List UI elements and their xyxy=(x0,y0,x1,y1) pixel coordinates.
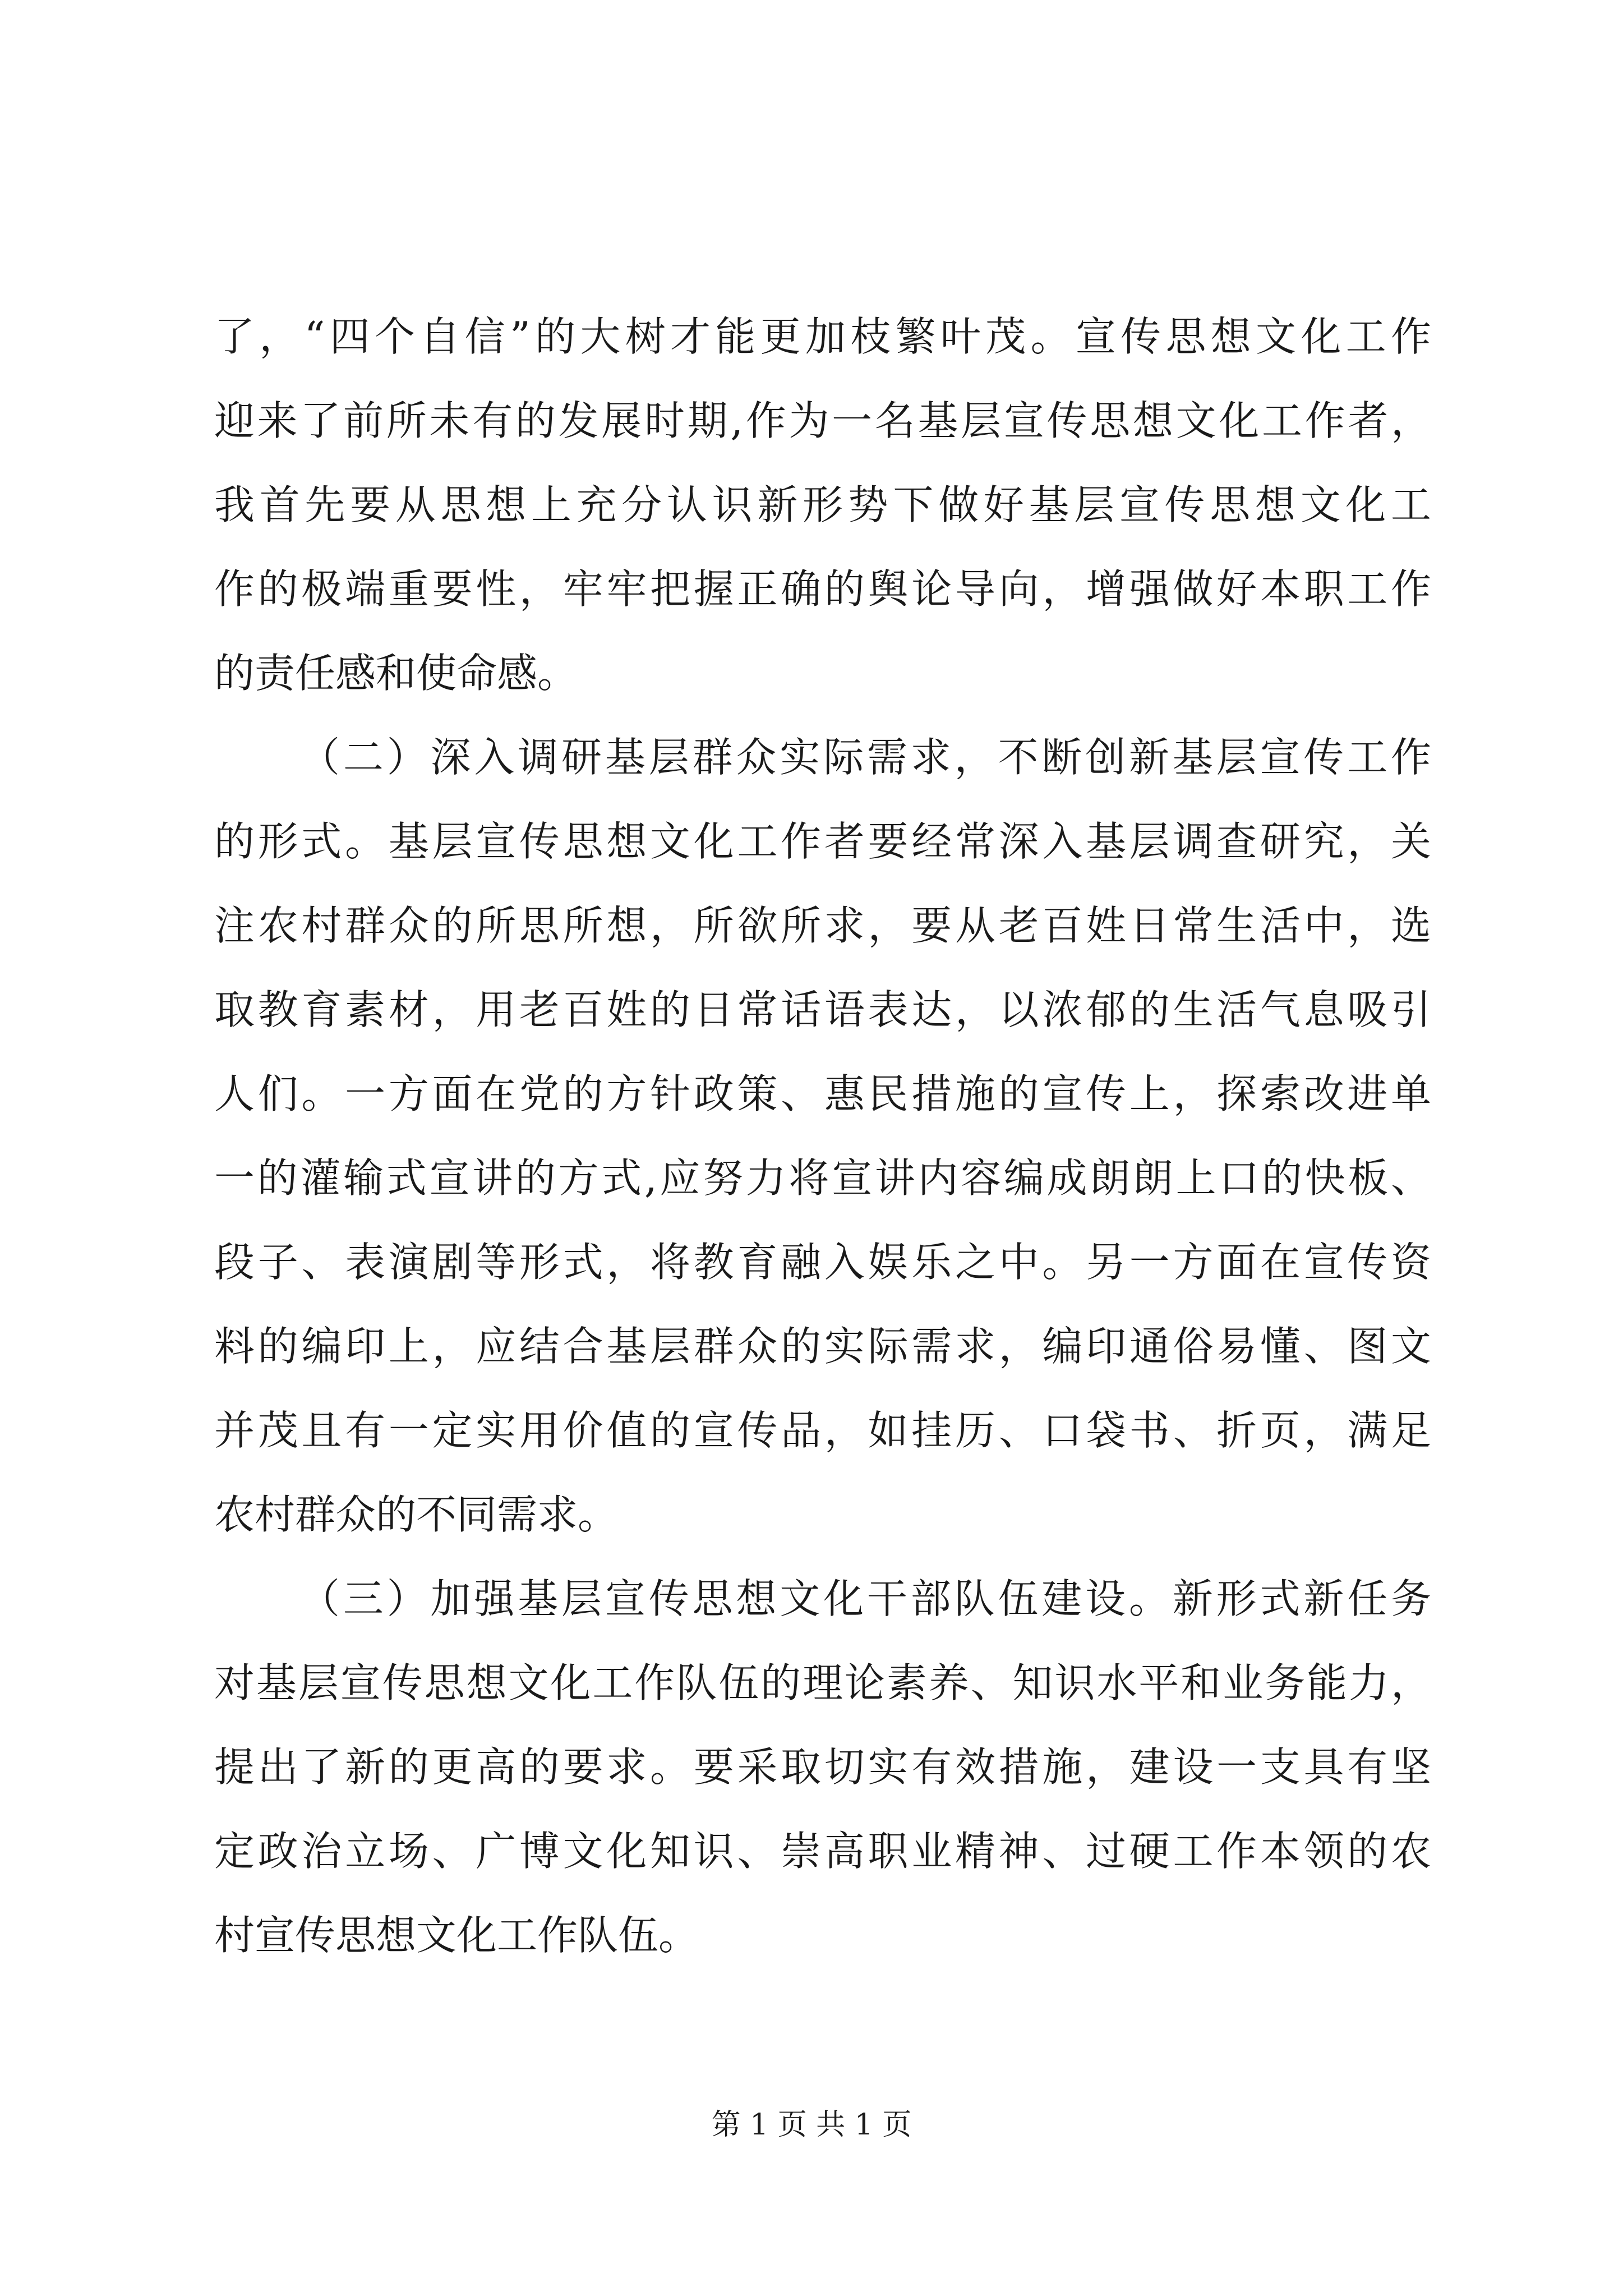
paragraph-1-line-4: 作的极端重要性，牢牢把握正确的舆论导向，增强做好本职工作 xyxy=(214,565,1431,613)
paragraph-2-line-7: 段子、表演剧等形式，将教育融入娱乐之中。另一方面在宣传资 xyxy=(214,1239,1431,1286)
paragraph-2-line-3: 注农村群众的所思所想，所欲所求，要从老百姓日常生活中，选 xyxy=(214,902,1431,949)
paragraph-3-line-3: 提出了新的更高的要求。要采取切实有效措施，建设一支具有坚 xyxy=(214,1743,1431,1791)
paragraph-1-line-3: 我首先要从思想上充分认识新形势下做好基层宣传思想文化工 xyxy=(214,481,1431,528)
paragraph-1-line-2: 迎来了前所未有的发展时期,作为一名基层宣传思想文化工作者， xyxy=(214,397,1431,444)
paragraph-1-line-1: 了，“四个自信”的大树才能更加枝繁叶茂。宣传思想文化工作 xyxy=(214,313,1431,360)
paragraph-2-line-9: 并茂且有一定实用价值的宣传品，如挂历、口袋书、折页，满足 xyxy=(214,1407,1431,1454)
paragraph-2-line-8: 料的编印上，应结合基层群众的实际需求，编印通俗易懂、图文 xyxy=(214,1323,1431,1370)
paragraph-3-line-4: 定政治立场、广博文化知识、崇高职业精神、过硬工作本领的农 xyxy=(214,1828,1431,1875)
paragraph-2-line-5: 人们。一方面在党的方针政策、惠民措施的宣传上，探索改进单 xyxy=(214,1070,1431,1117)
paragraph-3-line-5: 村宣传思想文化工作队伍。 xyxy=(214,1912,699,1959)
paragraph-2-line-1: （二）深入调研基层群众实际需求，不断创新基层宣传工作 xyxy=(299,734,1431,781)
paragraph-2-line-10: 农村群众的不同需求。 xyxy=(214,1491,619,1538)
paragraph-3-line-2: 对基层宣传思想文化工作队伍的理论素养、知识水平和业务能力， xyxy=(214,1659,1431,1706)
paragraph-2-line-2: 的形式。基层宣传思想文化工作者要经常深入基层调查研究，关 xyxy=(214,818,1431,865)
paragraph-1-line-5: 的责任感和使命感。 xyxy=(214,650,578,697)
page-footer xyxy=(0,2102,1623,2147)
paragraph-2-line-4: 取教育素材，用老百姓的日常话语表达，以浓郁的生活气息吸引 xyxy=(214,986,1431,1033)
paragraph-3-line-1: （三）加强基层宣传思想文化干部队伍建设。新形式新任务 xyxy=(299,1575,1431,1622)
page-number-label: 第 1 页 共 1 页 xyxy=(711,2108,912,2142)
paragraph-2-line-6: 一的灌输式宣讲的方式,应努力将宣讲内容编成朗朗上口的快板、 xyxy=(214,1154,1431,1202)
